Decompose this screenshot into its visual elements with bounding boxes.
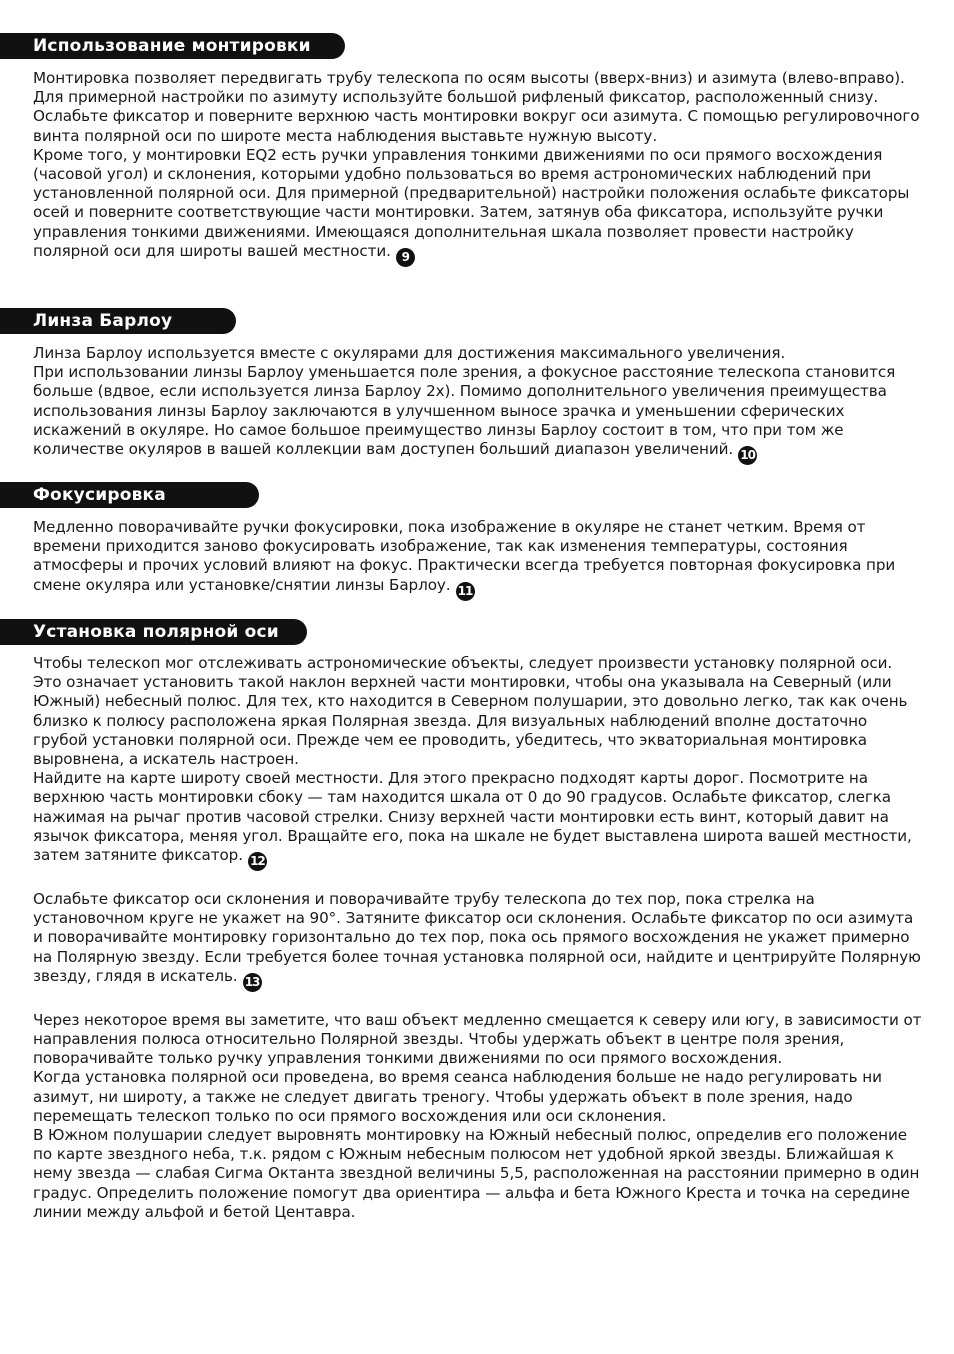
figure-number-badge: 13 xyxy=(243,973,262,992)
paragraph: Когда установка полярной оси проведена, во время сеанса наблюдения больше не надо регулировать ни азимут, ни широту, а также не следует двигать треногу. Чтобы удержать объект в поле зрения, надо перемещать телескоп только по оси прямого восхождения или оси склонения. xyxy=(33,1068,882,1125)
section-heading-barlow-lens xyxy=(0,308,236,334)
paragraph: Чтобы телескоп мог отслеживать астрономические объекты, следует произвести установку полярной оси. Это означает установить такой наклон верхней части монтировки, чтобы она указывала на Северный (или Южный) небесный полюс. Для тех, кто находится в Северном полушарии, это довольно легко, так как очень близко к полюсу расположена яркая Полярная звезда. Для визуальных наблюдений вполне достаточно грубой установки полярной оси. Прежде чем ее проводить, убедитесь, что экваториальная монтировка выровнена, а искатель настроен. xyxy=(33,654,908,769)
section-body-focusing xyxy=(33,518,925,601)
section-heading-text: Линза Барлоу xyxy=(33,311,173,331)
section-body-polar-alignment xyxy=(33,654,925,1222)
paragraph: Линза Барлоу используется вместе с окулярами для достижения максимального увеличения. xyxy=(33,344,786,362)
paragraph: Кроме того, у монтировки EQ2 есть ручки управления тонкими движениями по оси прямого восхождения (часовой угол) и склонения, которыми удобно пользоваться во время астрономических наблюдений при установленной полярной оси. Для примерной (предварительной) настройки положения ослабьте фиксаторы осей и поверните соответствующие части монтировки. Затем, затянув оба фиксатора, используйте ручки управления тонкими движениями. Имеющаяся дополнительная шкала позволяет провести настройку полярной оси для широты вашей местности. 9 xyxy=(33,146,925,267)
figure-number-badge: 9 xyxy=(396,248,415,267)
section-heading-text: Фокусировка xyxy=(33,485,166,505)
section-heading-text: Использование монтировки xyxy=(33,36,311,56)
paragraph: Найдите на карте широту своей местности. Для этого прекрасно подходят карты дорог. Посмотрите на верхнюю часть монтировки сбоку — там находится шкала от 0 до 90 градусов. Ослабьте фиксатор, слегка нажимая на рычаг против часовой стрелки. Снизу верхней части монтировки есть винт, который давит на язычок фиксатора, меняя угол. Вращайте его, пока на шкале не будет выставлена широта вашей местности, затем затяните фиксатор. 12 xyxy=(33,769,925,871)
paragraph: Медленно поворачивайте ручки фокусировки, пока изображение в окуляре не станет четким. Время от времени приходится заново фокусировать изображение, так как изменения температуры, состояния атмосферы и прочих условий влияют на фокус. Практически всегда требуется повторная фокусировка при смене окуляра или установке/снятии линзы Барлоу. 11 xyxy=(33,518,925,601)
section-heading-text: Установка полярной оси xyxy=(33,622,279,642)
paragraph: При использовании линзы Барлоу уменьшается поле зрения, а фокусное расстояние телескопа становится больше (вдвое, если используется линза Барлоу 2х). Помимо дополнительного увеличения преимущества использования линзы Барлоу заключаются в улучшенном выносе зрачка и уменьшении сферических искажений в окуляре. Но самое большое преимущество линзы Барлоу состоит в том, что при том же количестве окуляров в вашей коллекции вам доступен больший диапазон увеличений. 10 xyxy=(33,363,925,465)
figure-number-badge: 10 xyxy=(738,446,757,465)
section-heading-mount-usage xyxy=(0,33,345,59)
paragraph: В Южном полушарии следует выровнять монтировку на Южный небесный полюс, определив его положение по карте звездного неба, т.к. рядом с Южным небесным полюсом нет удобной яркой звезды. Ближайшая к нему звезда — слабая Сигма Октанта звездной величины 5,5, расположенная на расстоянии примерно в один градус. Определить положение помогут два ориентира — альфа и бета Южного Креста и точка на середине линии между альфой и бетой Центавра. xyxy=(33,1126,920,1221)
section-heading-focusing xyxy=(0,482,259,508)
section-heading-polar-alignment xyxy=(0,619,307,645)
paragraph: Ослабьте фиксатор оси склонения и поворачивайте трубу телескопа до тех пор, пока стрелка на установочном круге не укажет на 90°. Затяните фиксатор оси склонения. Ослабьте фиксатор по оси азимута и поворачивайте монтировку горизонтально до тех пор, пока ось прямого восхождения не укажет примерно на Полярную звезду. Если требуется более точная установка полярной оси, найдите и центрируйте Полярную звезду, глядя в искатель. 13 xyxy=(33,890,925,992)
section-body-mount-usage xyxy=(33,69,925,267)
paragraph: Монтировка позволяет передвигать трубу телескопа по осям высоты (вверх-вниз) и азимута (влево-вправо). Для примерной настройки по азимуту используйте большой рифленый фиксатор, расположенный снизу. Ослабьте фиксатор и поверните верхнюю часть монтировки вокруг оси азимута. С помощью регулировочного винта полярной оси по широте места наблюдения выставьте нужную высоту. xyxy=(33,69,920,145)
section-body-barlow-lens xyxy=(33,344,925,465)
figure-number-badge: 12 xyxy=(248,852,267,871)
figure-number-badge: 11 xyxy=(456,582,475,601)
paragraph: Через некоторое время вы заметите, что ваш объект медленно смещается к северу или югу, в зависимости от направления полюса относительно Полярной звезды. Чтобы удержать объект в центре поля зрения, поворачивайте только ручку управления тонкими движениями по оси прямого восхождения. xyxy=(33,1010,922,1068)
